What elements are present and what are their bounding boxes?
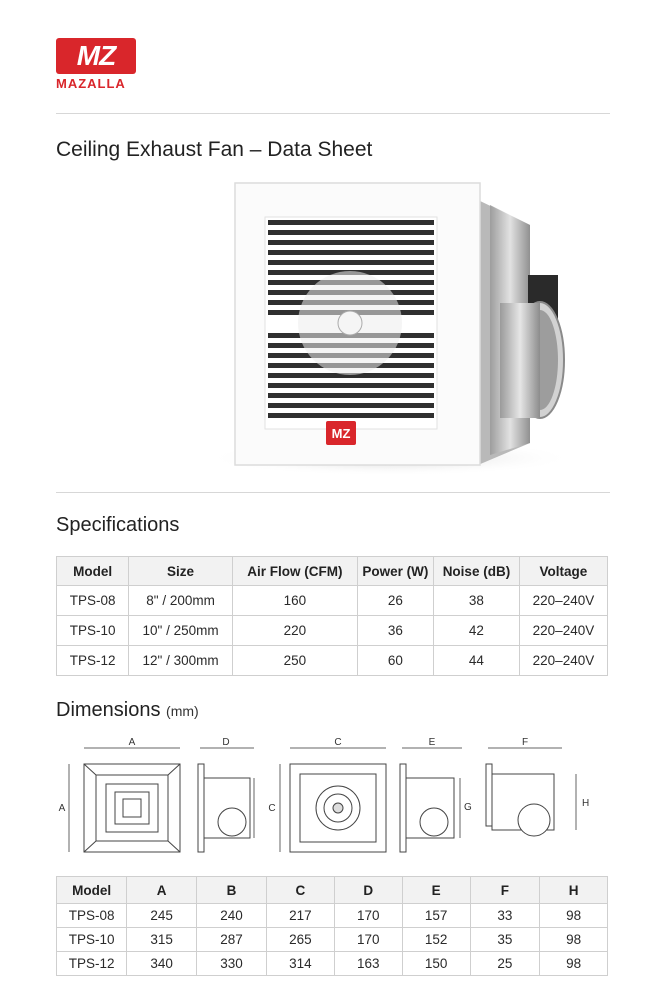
table-cell: 170 — [334, 904, 402, 928]
dimensions-heading — [56, 699, 199, 722]
table-header-row — [57, 877, 608, 904]
logo-badge-text: MZ — [76, 40, 116, 71]
table-cell: 163 — [334, 952, 402, 976]
table-cell: TPS-10 — [57, 928, 127, 952]
column-header: Voltage — [519, 557, 607, 586]
dimension-drawings — [56, 730, 610, 860]
table-cell: 287 — [197, 928, 267, 952]
logo-wordmark: MAZALLA — [56, 76, 126, 91]
table-cell: 33 — [470, 904, 540, 928]
label-e: E — [428, 737, 436, 748]
column-header: Air Flow (CFM) — [232, 557, 357, 586]
label-g: G — [464, 802, 472, 813]
table-cell: 98 — [540, 904, 608, 928]
table-header-row — [57, 557, 608, 586]
label-a-side: A — [58, 803, 66, 814]
table-cell: TPS-08 — [57, 904, 127, 928]
table-cell: 240 — [197, 904, 267, 928]
table-cell: 340 — [127, 952, 197, 976]
column-header: A — [127, 877, 197, 904]
table-cell: 330 — [197, 952, 267, 976]
table-cell: 8" / 200mm — [129, 586, 233, 616]
table-cell: 150 — [402, 952, 470, 976]
table-cell: 250 — [232, 646, 357, 676]
specifications-table — [56, 556, 608, 676]
label-f: F — [521, 737, 529, 748]
table-row — [57, 616, 608, 646]
table-cell: 12" / 300mm — [129, 646, 233, 676]
table-cell: TPS-12 — [57, 952, 127, 976]
table-cell: 315 — [127, 928, 197, 952]
dimensions-unit: (mm) — [166, 703, 199, 719]
table-cell: 217 — [266, 904, 334, 928]
table-cell: 314 — [266, 952, 334, 976]
product-badge-text: MZ — [331, 426, 351, 441]
table-cell: 160 — [232, 586, 357, 616]
specifications-heading: Specifications — [56, 514, 180, 536]
table-cell: 220–240V — [519, 616, 607, 646]
table-cell: 152 — [402, 928, 470, 952]
column-header: Model — [57, 877, 127, 904]
column-header: H — [540, 877, 608, 904]
table-row — [57, 928, 608, 952]
table-cell: 36 — [357, 616, 433, 646]
table-cell: 170 — [334, 928, 402, 952]
table-cell: 25 — [470, 952, 540, 976]
divider-middle — [56, 492, 610, 493]
label-d: D — [222, 737, 230, 748]
column-header: B — [197, 877, 267, 904]
brand-logo — [56, 38, 138, 91]
column-header: Power (W) — [357, 557, 433, 586]
table-row — [57, 904, 608, 928]
drawing-side-view-f — [486, 737, 589, 836]
table-cell: 38 — [434, 586, 520, 616]
table-cell: 245 — [127, 904, 197, 928]
column-header: F — [470, 877, 540, 904]
page-title: Ceiling Exhaust Fan – Data Sheet — [56, 138, 373, 161]
table-cell: 42 — [434, 616, 520, 646]
column-header: E — [402, 877, 470, 904]
divider-top — [56, 113, 610, 114]
column-header: D — [334, 877, 402, 904]
column-header: Size — [129, 557, 233, 586]
drawing-front-view — [59, 737, 180, 852]
product-image — [200, 175, 580, 480]
table-row — [57, 586, 608, 616]
label-h: H — [582, 798, 590, 809]
label-a-top: A — [128, 737, 136, 748]
column-header: C — [266, 877, 334, 904]
column-header: Model — [57, 557, 129, 586]
drawing-side-view — [198, 737, 254, 852]
table-cell: 44 — [434, 646, 520, 676]
label-c-side: C — [268, 803, 276, 814]
label-c-top: C — [334, 737, 342, 748]
table-cell: 220–240V — [519, 586, 607, 616]
table-cell: 98 — [540, 928, 608, 952]
table-cell: 265 — [266, 928, 334, 952]
table-cell: TPS-08 — [57, 586, 129, 616]
dimensions-title: Dimensions — [56, 699, 161, 721]
table-cell: 98 — [540, 952, 608, 976]
table-cell: 35 — [470, 928, 540, 952]
table-cell: TPS-12 — [57, 646, 129, 676]
table-cell: 26 — [357, 586, 433, 616]
table-cell: 220–240V — [519, 646, 607, 676]
table-row — [57, 952, 608, 976]
logo-badge — [56, 38, 136, 74]
column-header: Noise (dB) — [434, 557, 520, 586]
table-cell: TPS-10 — [57, 616, 129, 646]
drawing-top-view — [268, 737, 386, 852]
table-row — [57, 646, 608, 676]
drawing-side-view-e — [400, 737, 472, 852]
table-cell: 157 — [402, 904, 470, 928]
table-cell: 10" / 250mm — [129, 616, 233, 646]
table-cell: 60 — [357, 646, 433, 676]
table-cell: 220 — [232, 616, 357, 646]
dimensions-table — [56, 876, 608, 976]
